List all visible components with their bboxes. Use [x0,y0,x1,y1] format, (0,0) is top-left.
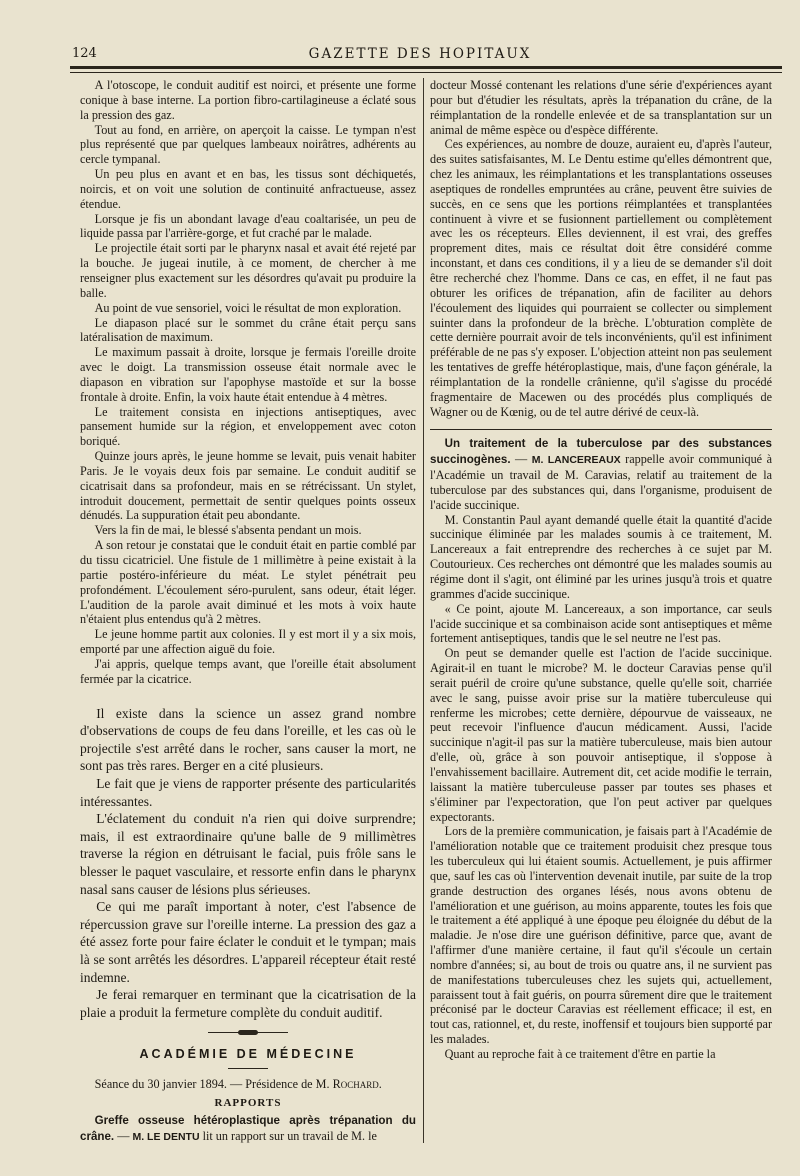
paragraph: Le diapason placé sur le sommet du crâne était perçu sans latéralisation de maximum. [80,315,416,345]
paragraph: Lors de la première communication, je faisais part à l'Académie de l'amélioration notable que ce traitement produisit chez presque tous les tuberculeux qui lui étaient soumis. Actuellement, je puis affirmer que, sauf les cas où l'intervention devenait inutile, par suite de la trop grande destruction des organes lésés, nous avons obtenu de l'amélioration et une guérison, au moins apparente, toutes les fois que le traitement a été appliqué à une époque peu éloignée du début de la maladie. Je n'ose dire une guérison définitive, parce que, avant de l'affirmer d'une manière certaine, il faut qu'il s'écoule un certain nombre d'années; si, au bout de trois ou quatre ans, il ne survient pas de manifestations tuberculeuses chez les sujets qui, actuellement, paraissent tout à fait guéris, on pourra sûrement dire que le traitement préconisé par le docteur Caravias est réellement efficace; il est, en tout cas, rationnel, et, du reste, inoffensif et toujours bien supporté par les malades. [430,824,772,1047]
page-number: 124 [72,46,97,61]
paragraph: Quant au reproche fait à ce traitement d'être en partie la [444,1047,716,1061]
paragraph: Le projectile était sorti par le pharynx nasal et avait été rejeté par la bouche. Je jugeai inutile, à ce moment, de chercher à me renseigner plus exactement sur les désordres qu'avait pu produire la balle. [80,241,416,300]
right-column [430,78,772,1062]
rapports-heading: RAPPORTS [214,1096,282,1109]
large-paragraph: Le fait que je viens de rapporter présente des particularités intéressantes. [80,775,416,809]
large-paragraph: L'éclatement du conduit n'a rien qui doive surprendre; mais, il est extraordinaire qu'une balle de 9 millimètres traverse la région en détruisant le facial, puis frôle sans le blesser le paquet vasculaire, et ressorte enfin dans le pharynx nasal sans causer de lésions plus sérieuses. [80,811,416,897]
seance-line: Séance du 30 janvier 1894. — Présidence de M. Rochard. [94,1077,382,1092]
paragraph: Le jeune homme partit aux colonies. Il y est mort il y a six mois, emporté par une affection aiguë du foie. [80,627,416,657]
journal-title: GAZETTE DES HOPITAUX [308,46,532,62]
article-title: Un traitement de la tuberculose par des substances succinogènes. [430,437,772,467]
paragraph: Le maximum passait à droite, lorsque je fermais l'oreille droite avec le doigt. La transmission osseuse était normale avec le diapason en vibration sur l'apophyse mastoïde et sur la bosse frontale à droite. Enfin, la voix haute était entendue à 4 mètres. [80,345,416,404]
paragraph: Le traitement consista en injections antiseptiques, avec pansement humide sur la région, et enveloppement avec coton boriqué. [80,404,416,449]
paragraph: Vers la fin de mai, le blessé s'absenta pendant un mois. [94,523,362,538]
paragraph: On peut se demander quelle est l'action de l'acide succinique. Agirait-il en tuant le microbe? M. le docteur Caravias pense qu'il serait puéril de croire qu'une substance, quelle qu'elle soit, charriée avec le sang, puisse avoir prise sur la matière tuberculeuse qui renferme les microbes; cette dernière, dépourvue de vaisseaux, ne peut recevoir l'influence d'aucun médicament. Aussi, l'acide succinique n'agit-il pas sur la matière tuberculeuse, mais bien autour d'elle, où, grâce à son pouvoir antiseptique, il s'oppose à l'envahissement bacillaire. Autrement dit, cet acide modifie le terrain, laissant la matière tuberculeuse passer par toutes ses phases et s'éliminer par l'expectoration, que l'on peut activer par quelques expectorants. [430,646,772,824]
president-name: Rochard. [332,1077,382,1092]
paragraph: Quinze jours après, le jeune homme se levait, puis venait habiter Paris. Je le voyais deux fois par semaine. Le conduit auditif se cicatrisait dans sa profondeur, mais en se rétrécissant. Un stylet, introduit doucement, permettait de sentir quelques points osseux dénudés. La suppuration était peu abondante. [80,449,416,523]
large-paragraph: Je ferai remarquer en terminant que la cicatrisation de la plaie a produit la fermeture complète du conduit auditif. [80,987,416,1020]
column-divider [423,78,424,1143]
article-title: Greffe osseuse hétéroplastique après trépanation du crâne. [80,1113,416,1143]
paragraph: Un peu plus en avant et en bas, les tissus sont déchiquetés, noircis, et on voit une solution de continuité anfractueuse, assez étendue. [80,167,416,211]
article-author: M. LANCEREAUX [531,454,621,467]
paragraph: Au point de vue sensoriel, voici le résultat de mon exploration. [94,300,402,315]
paragraph: M. Constantin Paul ayant demandé quelle était la quantité d'acide succinique éliminée par les malades soumis à ce traitement, M. Lancereaux a fait entreprendre des recherches à ce sujet par M. Coutourieux. Ces recherches ont démontré que les malades soumis au régime dont il s'agit, ont éliminé par les urines jusqu'à trois et quatre grammes d'acide succinique. [430,512,772,601]
article-author: M. LE DENTU [132,1130,200,1143]
section-separator [208,1029,288,1037]
paragraph: A l'otoscope, le conduit auditif est noirci, et présente une forme conique à base interne. La portion fibro-cartilagineuse a éclaté sous la pression des gaz. [80,78,416,122]
header-rule-thick [70,66,782,69]
article-lead: Greffe osseuse hétéroplastique après trépanation du crâne. — M. LE DENTU lit un rapport sur un travail de M. le [80,1113,416,1143]
large-paragraph: Ce qui me paraît important à noter, c'est l'absence de répercussion grave sur l'oreille interne. La pression des gaz a été assez forte pour faire éclater le conduit et le tympan; mais là se sont arrêtés les désordres. L'appareil récepteur était resté indemne. [80,899,416,985]
paragraph: docteur Mossé contenant les relations d'une série d'expériences ayant pour but d'étudier les résultats, après la trépanation du crâne, de la réimplantation de la rondelle enlevée et de sa transplantation sur un animal de même espèce ou d'espèce différente. [430,78,772,137]
short-rule [228,1068,268,1069]
paragraph: J'ai appris, quelque temps avant, que l'oreille était absolument fermée par la cicatrice. [80,656,416,686]
left-column [80,78,416,1145]
page-header [60,42,780,64]
paragraph: Tout au fond, en arrière, on aperçoit la caisse. Le tympan n'est plus représenté que par quelques lambeaux noirâtres, adhérents au cercle tympanal. [80,122,416,167]
section-rule [430,429,772,430]
section-heading: ACADÉMIE DE MÉDECINE [139,1047,357,1062]
header-rule-thin [70,72,782,73]
paragraph: Lorsque je fis un abondant lavage d'eau coaltarisée, un peu de liquide passa par l'arrière-gorge, et fut craché par le malade. [80,211,416,241]
large-paragraph: Il existe dans la science un assez grand nombre d'observations de coups de feu dans l'oreille, et les cas où le projectile s'est arrêté dans le rocher, sans causer la mort, ne sont pas très rares. Berger en a cité plusieurs. [80,705,416,774]
paragraph: Ces expériences, au nombre de douze, auraient eu, d'après l'auteur, des suites satisfaisantes, M. Le Dentu estime qu'elles démontrent que, chez les animaux, les réimplantations et les transplantations osseuses aseptiques de rondelles empruntées au crâne, peuvent être suivies de succès, en ce sens que les portions réimplantées et transplantées continuent à vivre et se fusionnent partiellement ou complètement avec les os récepteurs. Elles deviennent, il est vrai, des greffes proprement dites, mais ce résultat doit être considéré comme inconstant, et dans ces conditions, il y a lieu de se demander s'il doit être recherché chez l'homme. Dans ce cas, en effet, il ne faut pas obturer les orifices de trépanation, afin de faciliter au dehors l'écoulement des liquides qui pourraient se collecter ou simplement suinter dans la profondeur de la brèche. L'obturation complète de cette dernière pourrait avoir de tels inconvénients, qu'il est infiniment préférable de ne pas s'y exposer. L'objection atteint non pas seulement les tentatives de greffe hétéroplastique, mais, d'une façon générale, la réimplantation de la rondelle crânienne, qu'il s'agisse du procédé fragmentaire de Macewen ou des procédés plus compliqués de Wagner ou de Kœnig, ou de tel autre dérivé de ceux-là. [430,137,772,419]
article-lead: Un traitement de la tuberculose par des substances succinogènes. — M. LANCEREAUX rappelle avoir communiqué à l'Académie un travail de M. Caravias, relatif au traitement de la tuberculose par des substances qui, dans l'organisme, produisent de l'acide succinique. [430,437,772,512]
paragraph: « Ce point, ajoute M. Lancereaux, a son importance, car seuls l'acide succinique et sa combinaison acide sont antiseptiques et même fortement antiseptiques, tandis que le sel neutre ne l'est pas. [430,601,772,646]
paragraph: A son retour je constatai que le conduit était en partie comblé par du tissu cicatriciel. Une fistule de 1 millimètre à peine existait à la partie postéro-inférieure du méat. Le stylet pénétrait peu profondément. L'écoulement séro-purulent, sans odeur, était léger. L'audition de la parole avait diminué et les mots à voix haute n'étaient plus entendus qu'à 2 mètres. [80,538,416,627]
